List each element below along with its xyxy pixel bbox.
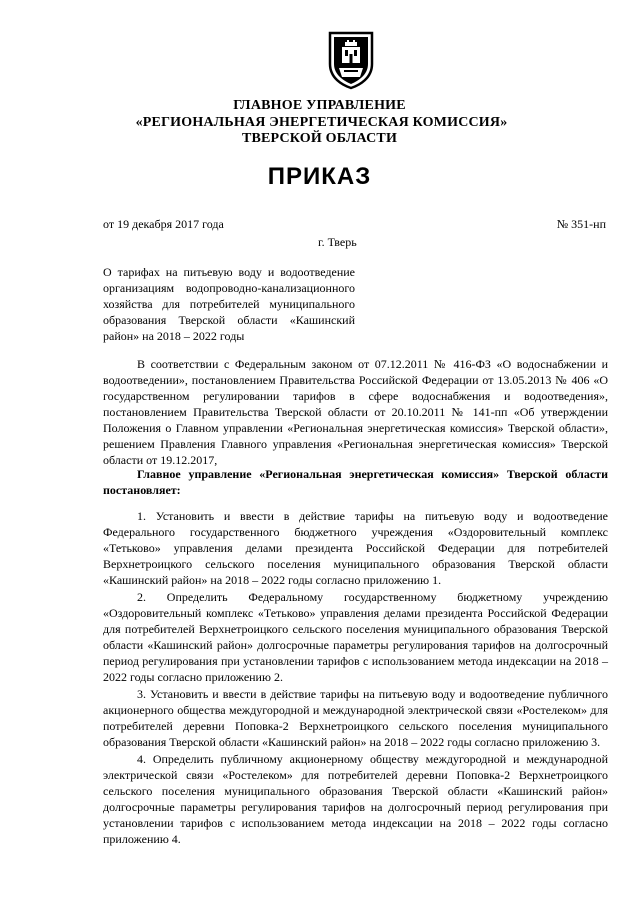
header-line-2: «РЕГИОНАЛЬНАЯ ЭНЕРГЕТИЧЕСКАЯ КОМИССИЯ» xyxy=(135,115,508,130)
preamble-section xyxy=(103,356,608,468)
header-line-1: ГЛАВНОЕ УПРАВЛЕНИЕ xyxy=(233,98,406,113)
document-subject: О тарифах на питьевую воду и водоотведение организациям водопроводно-канализационного хозяйства для потребителей муниципального образования Тверской области «Кашинский район» на 2018 – 2022 годы xyxy=(103,265,355,343)
order-item-1: 1. Установить и ввести в действие тарифы на питьевую воду и водоотведение Федерального государственного бюджетного учреждения «Оздоровительный комплекс «Тетьково» управления делами президента Российской Федерации для потребителей Верхнетроицкого сельского поселения муниципального образования Тверской области «Кашинский район» на 2018 – 2022 годы согласно приложению 1. xyxy=(103,509,608,587)
resolve-paragraph: Главное управление «Региональная энергетическая комиссия» Тверской области постановляет: xyxy=(103,467,608,497)
order-items-list xyxy=(103,508,608,848)
preamble-paragraph: В соответствии с Федеральным законом от 07.12.2011 № 416-ФЗ «О водоснабжении и водоотведении», постановлением Правительства Российской Федерации от 13.05.2013 № 406 «О государственном регулировании тарифов в сфере водоснабжения и водоотведения», постановлением Правительства Тверской области от 20.10.2011 № 141-пп «Об утверждении Положения о Главном управлении «Региональная энергетическая комиссия» Тверской области», решением Правления Главного управления «Региональная энергетическая комиссия» Тверской области от 19.12.2017, xyxy=(103,357,608,467)
header-line-3: ТВЕРСКОЙ ОБЛАСТИ xyxy=(241,131,398,146)
coat-of-arms-icon xyxy=(326,30,376,90)
order-item-2: 2. Определить Федеральному государственному бюджетному учреждению «Оздоровительный комплекс «Тетьково» управления делами президента Российской Федерации для потребителей Верхнетроицкого сельского поселения муниципального образования Тверской области «Кашинский район» долгосрочные параметры регулирования тарифов на долгосрочный период регулирования при установлении тарифов с использованием метода индексации на 2018 – 2022 годы согласно приложению 2. xyxy=(103,590,608,684)
order-item-4: 4. Определить публичному акционерному обществу междугородной и международной электрической связи «Ростелеком» для потребителей деревни Поповка-2 Верхнетроицкого сельского поселения муниципального образования Тверской области «Кашинский район» долгосрочные параметры регулирования тарифов на долгосрочный период регулирования при установлении тарифов с использованием метода индексации на 2018 – 2022 годы согласно приложению 4. xyxy=(103,752,608,846)
document-number: № 351-нп xyxy=(556,217,606,231)
document-title: ПРИКАЗ xyxy=(267,163,372,190)
document-city: г. Тверь xyxy=(318,235,357,249)
document-date: от 19 декабря 2017 года xyxy=(103,217,224,231)
order-item-3: 3. Установить и ввести в действие тарифы на питьевую воду и водоотведение публичного акционерного общества междугородной и международной электрической связи «Ростелеком» для потребителей деревни Поповка-2 Верхнетроицкого сельского поселения муниципального образования Тверской области «Кашинский район» на 2018 – 2022 годы согласно приложению 3. xyxy=(103,687,608,749)
resolve-section xyxy=(103,466,608,498)
